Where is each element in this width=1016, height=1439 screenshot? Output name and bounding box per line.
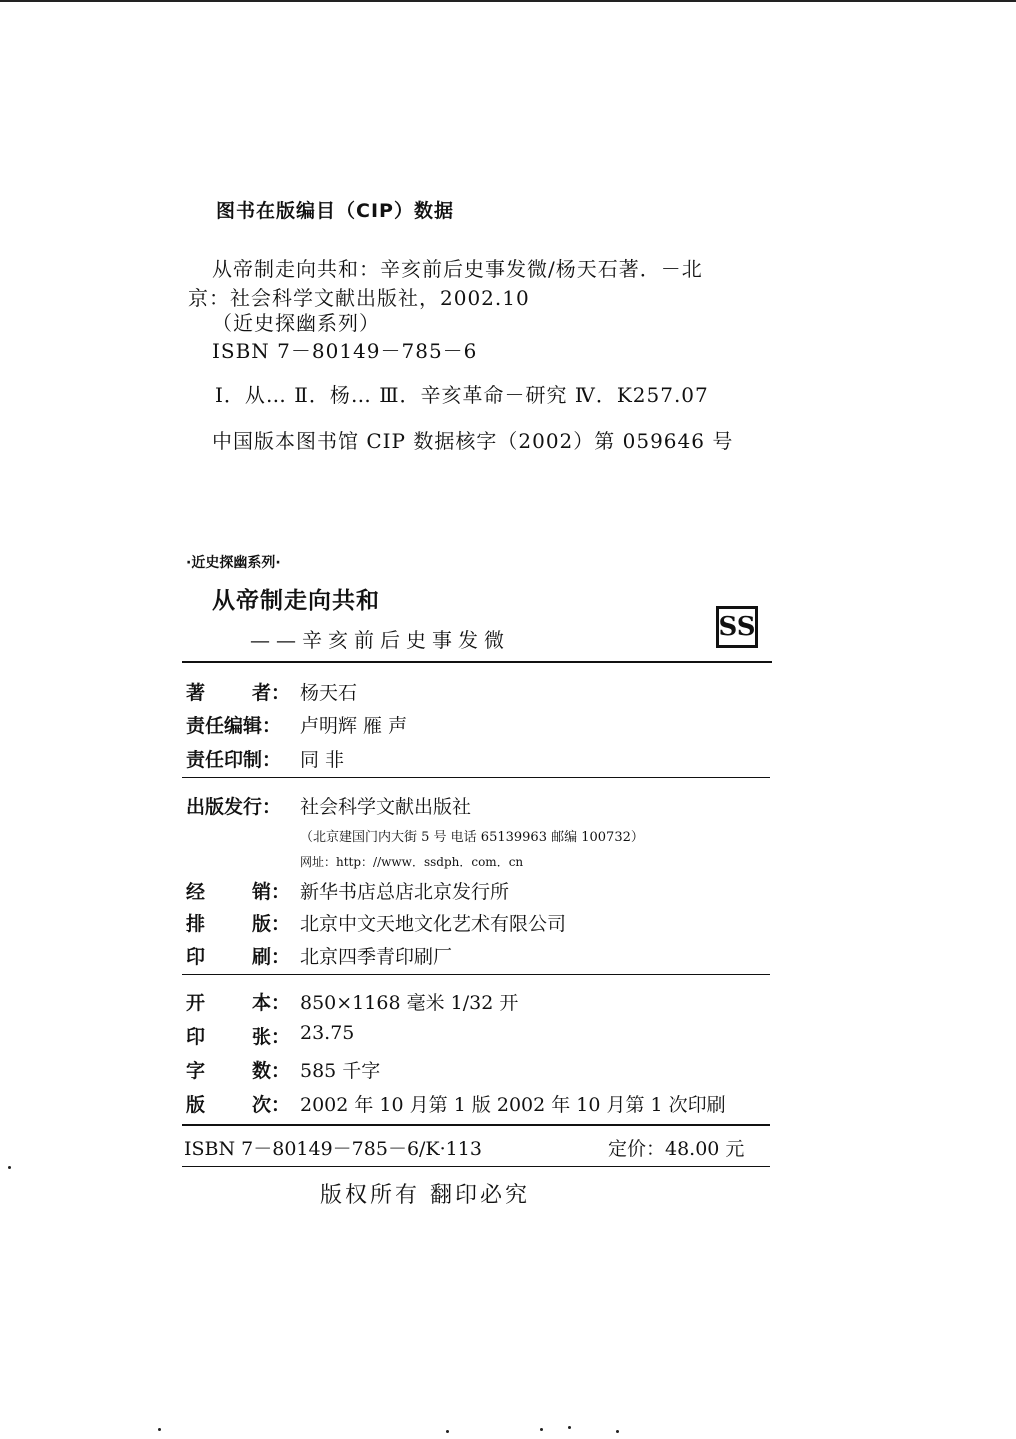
distributor-label-char: 经	[186, 881, 206, 903]
printer-label-char: 刷：	[251, 946, 290, 968]
copyright-notice: 版权所有 翻印必究	[320, 1183, 530, 1208]
words-label-char: 数：	[251, 1060, 290, 1082]
typesetting-label	[186, 909, 290, 936]
author-row	[186, 678, 357, 705]
divider	[182, 974, 770, 975]
edition-label	[186, 1090, 290, 1117]
editor-label: 责任编辑：	[186, 715, 282, 737]
scan-speck	[540, 1428, 543, 1431]
series-name: ·近史探幽系列·	[186, 555, 281, 571]
words-label-char: 字	[186, 1060, 206, 1082]
words-row	[186, 1056, 380, 1083]
author-label-char: 著	[186, 682, 206, 704]
cip-isbn: ISBN 7－80149－785－6	[212, 339, 478, 363]
divider	[182, 777, 770, 778]
distributor-value: 新华书店总店北京发行所	[300, 881, 510, 903]
distributor-label-char: 销：	[251, 881, 290, 903]
words-value: 585 千字	[300, 1060, 381, 1082]
editor-row	[186, 711, 407, 738]
format-label	[186, 988, 290, 1015]
sheets-value: 23.75	[300, 1022, 355, 1044]
publisher-address: （北京建国门内大街 5 号 电话 65139963 邮编 100732）	[300, 830, 644, 845]
author-label-char: 者：	[251, 682, 290, 704]
format-row	[186, 988, 518, 1015]
cip-title: 图书在版编目（CIP）数据	[216, 200, 454, 222]
publisher-row	[186, 792, 471, 819]
edition-value: 2002 年 10 月第 1 版 2002 年 10 月第 1 次印刷	[300, 1094, 726, 1116]
distributor-row	[186, 877, 509, 904]
publisher-name: 社会科学文献出版社	[300, 796, 472, 818]
printing-manager-row	[186, 745, 344, 772]
printer-label	[186, 942, 290, 969]
words-label	[186, 1056, 290, 1083]
divider	[182, 661, 772, 663]
publisher-logo: SS	[716, 606, 758, 648]
publisher-website: 网址：http：//www．ssdph．com．cn	[300, 855, 524, 869]
editor-value: 卢明辉 雁 声	[300, 715, 408, 737]
cip-verification: 中国版本图书馆 CIP 数据核字（2002）第 059646 号	[212, 429, 734, 453]
typesetting-value: 北京中文天地文化艺术有限公司	[300, 913, 567, 935]
book-subtitle: ——辛亥前后史事发微	[250, 628, 510, 652]
sheets-label-char: 张：	[251, 1026, 290, 1048]
typesetting-row	[186, 909, 566, 936]
edition-row	[186, 1090, 726, 1117]
edition-label-char: 次：	[251, 1094, 290, 1116]
printer-row	[186, 942, 452, 969]
scan-speck	[616, 1430, 619, 1433]
cip-classification: Ⅰ．从… Ⅱ．杨… Ⅲ．辛亥革命－研究 Ⅳ．K257.07	[215, 383, 709, 407]
printing-manager-label: 责任印制：	[186, 749, 282, 771]
author-label	[186, 678, 290, 705]
sheets-label	[186, 1022, 290, 1049]
book-title: 从帝制走向共和	[212, 588, 380, 614]
author-value: 杨天石	[300, 682, 358, 704]
cip-line-1: 从帝制走向共和：辛亥前后史事发微/杨天石著．－北	[212, 257, 703, 281]
printer-label-char: 印	[186, 946, 206, 968]
top-border-line	[0, 0, 1016, 2]
distributor-label	[186, 877, 290, 904]
sheets-label-char: 印	[186, 1026, 206, 1048]
divider	[182, 1166, 770, 1167]
typesetting-label-char: 排	[186, 913, 206, 935]
format-label-char: 开	[186, 992, 206, 1014]
format-label-char: 本：	[251, 992, 290, 1014]
edition-label-char: 版	[186, 1094, 206, 1116]
isbn-footer: ISBN 7－80149－785－6/K·113	[184, 1138, 482, 1160]
scan-speck	[158, 1428, 161, 1431]
cip-line-3: （近史探幽系列）	[212, 311, 380, 335]
price: 定价：48.00 元	[608, 1138, 745, 1160]
typesetting-label-char: 版：	[251, 913, 290, 935]
divider	[182, 1124, 770, 1126]
scan-speck	[8, 1166, 11, 1169]
publisher-label: 出版发行：	[186, 796, 282, 818]
scan-speck	[446, 1430, 449, 1433]
sheets-row	[186, 1022, 354, 1049]
printer-value: 北京四季青印刷厂	[300, 946, 453, 968]
cip-line-2: 京：社会科学文献出版社，2002.10	[188, 286, 530, 310]
format-value: 850×1168 毫米 1/32 开	[300, 992, 519, 1014]
scan-speck	[568, 1426, 571, 1429]
printing-manager-value: 同 非	[300, 749, 345, 771]
